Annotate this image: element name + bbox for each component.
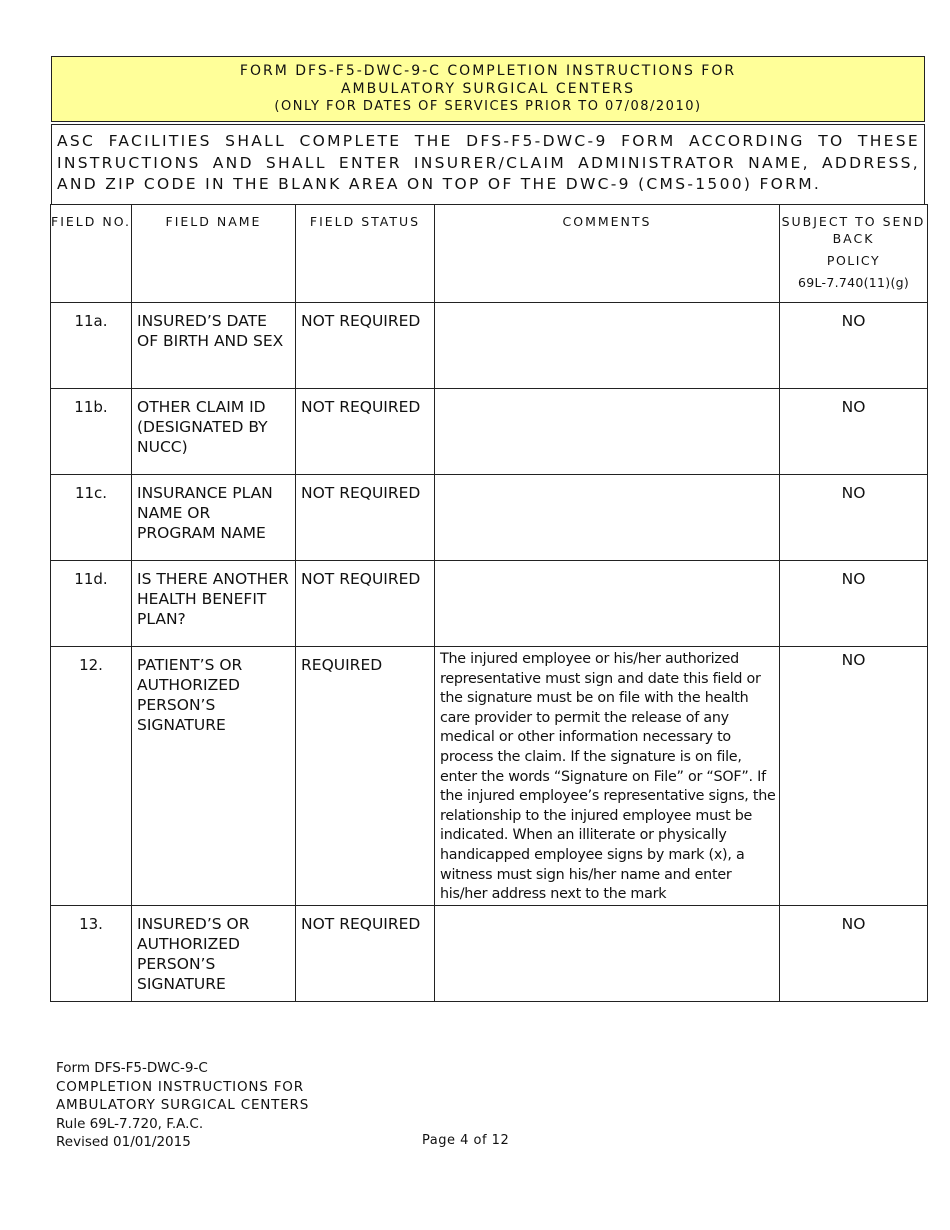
field-status: NOT REQUIRED — [296, 389, 435, 475]
field-no: 13. — [51, 905, 132, 1001]
field-no: 11d. — [51, 561, 132, 647]
header-field-status: FIELD STATUS — [296, 205, 435, 303]
field-comments — [435, 905, 780, 1001]
footer-title-line2: AMBULATORY SURGICAL CENTERS — [56, 1097, 310, 1113]
field-comments — [435, 389, 780, 475]
table-row — [51, 475, 928, 561]
field-no: 12. — [51, 647, 132, 906]
field-subject: NO — [780, 475, 928, 561]
field-name: INSURED’S DATE OF BIRTH AND SEX — [132, 303, 296, 389]
form-title-line2: AMBULATORY SURGICAL CENTERS — [340, 81, 636, 97]
form-title-box — [51, 56, 925, 122]
field-subject: NO — [780, 303, 928, 389]
intro-instructions: ASC FACILITIES SHALL COMPLETE THE DFS-F5-DWC-9 FORM ACCORDING TO THESE INSTRUCTIONS AND SHALL ENTER INSURER/CLAIM ADMINISTRATOR NAME, ADDRESS, AND ZIP CODE IN THE BLANK AREA ON TOP OF THE DWC-9 (CMS-1500) FORM. — [51, 124, 925, 204]
footer-rule: Rule 69L-7.720, F.A.C. — [56, 1115, 204, 1132]
table-row — [51, 389, 928, 475]
header-subject — [780, 205, 928, 303]
field-status: NOT REQUIRED — [296, 561, 435, 647]
field-name: PATIENT’S OR AUTHORIZED PERSON’S SIGNATURE — [132, 647, 296, 906]
header-row — [51, 205, 928, 303]
header-subject-rule: 69L-7.740(11)(g) — [797, 275, 910, 290]
field-comments — [435, 475, 780, 561]
table-row — [51, 303, 928, 389]
field-no: 11b. — [51, 389, 132, 475]
footer-form-id: Form DFS-F5-DWC-9-C — [56, 1060, 208, 1076]
field-status: NOT REQUIRED — [296, 905, 435, 1001]
header-field-name: FIELD NAME — [132, 205, 296, 303]
footer-title-line1: COMPLETION INSTRUCTIONS FOR — [56, 1078, 304, 1095]
footer-block — [56, 1059, 309, 1152]
table-row — [51, 905, 928, 1001]
header-subject-policy: POLICY — [826, 253, 881, 268]
field-comments — [435, 561, 780, 647]
field-name: IS THERE ANOTHER HEALTH BENEFIT PLAN? — [132, 561, 296, 647]
field-name: INSURED’S OR AUTHORIZED PERSON’S SIGNATURE — [132, 905, 296, 1001]
field-status: NOT REQUIRED — [296, 303, 435, 389]
page-number: Page 4 of 12 — [422, 1133, 510, 1148]
field-no: 11a. — [51, 303, 132, 389]
header-subject-line1: SUBJECT TO SEND BACK — [781, 214, 926, 246]
header-comments: COMMENTS — [435, 205, 780, 303]
field-name: OTHER CLAIM ID (DESIGNATED BY NUCC) — [132, 389, 296, 475]
form-title-line1: FORM DFS-F5-DWC-9-C COMPLETION INSTRUCTIONS FOR — [239, 63, 737, 79]
table-row — [51, 647, 928, 906]
field-status: NOT REQUIRED — [296, 475, 435, 561]
field-status: REQUIRED — [296, 647, 435, 906]
field-subject: NO — [780, 647, 928, 906]
field-name: INSURANCE PLAN NAME OR PROGRAM NAME — [132, 475, 296, 561]
instructions-table — [50, 204, 928, 1002]
form-title-line3: (ONLY FOR DATES OF SERVICES PRIOR TO 07/08/2010) — [274, 99, 702, 114]
field-subject: NO — [780, 905, 928, 1001]
field-subject: NO — [780, 561, 928, 647]
field-no: 11c. — [51, 475, 132, 561]
field-comments: The injured employee or his/her authorized representative must sign and date this field or the signature must be on file with the health care provider to permit the release of any medical or other information necessary to process the claim. If the signature is on file, enter the words “Signature on File” or “SOF”. If the injured employee’s representative signs, the relationship to the injured employee must be indicated. When an illiterate or physically handicapped employee signs by mark (x), a witness must sign his/her name and enter his/her address next to the mark — [435, 647, 780, 906]
footer-revised: Revised 01/01/2015 — [56, 1134, 191, 1150]
field-comments — [435, 303, 780, 389]
field-subject: NO — [780, 389, 928, 475]
table-row — [51, 561, 928, 647]
header-field-no: FIELD NO. — [51, 205, 132, 303]
